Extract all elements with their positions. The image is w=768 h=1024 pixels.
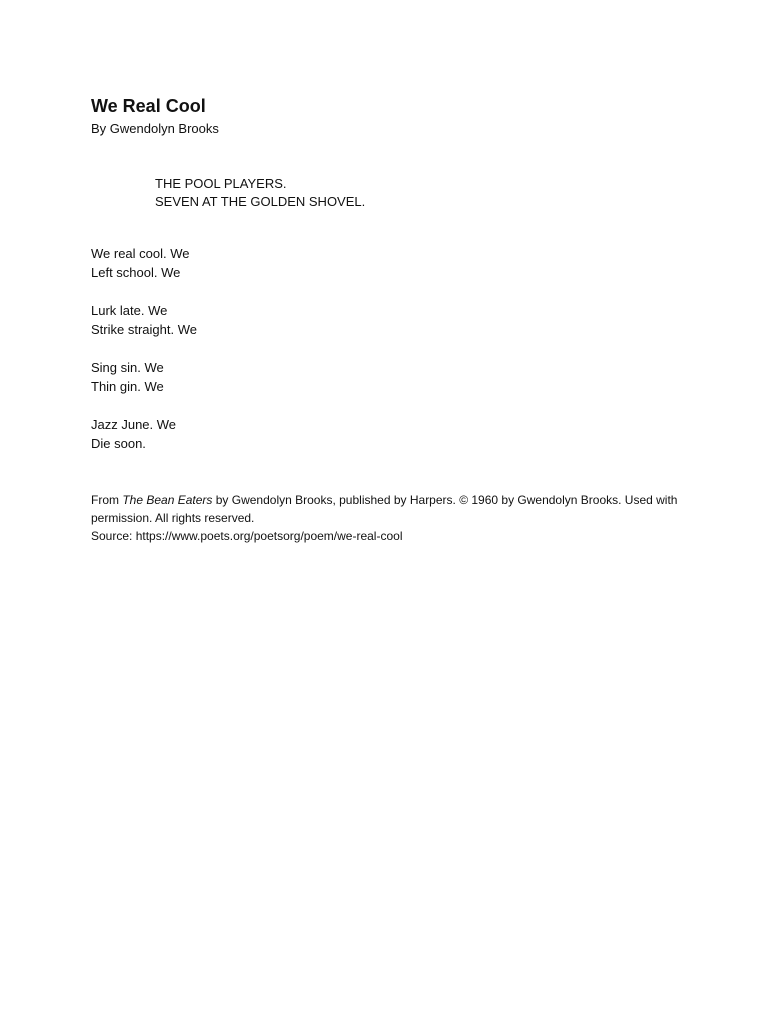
- document-page: [91, 94, 691, 545]
- poem-line: Thin gin. We: [91, 379, 164, 394]
- stanza: [91, 358, 691, 396]
- poem-epigraph: [155, 175, 691, 211]
- credit-prefix: From: [91, 493, 123, 507]
- credit-note: [91, 491, 691, 545]
- credit-source: Source: https://www.poets.org/poetsorg/poem/we-real-cool: [91, 529, 403, 543]
- poem-title: We Real Cool: [91, 96, 206, 116]
- stanza: [91, 244, 691, 282]
- poem-line: Strike straight. We: [91, 322, 197, 337]
- poem-byline: By Gwendolyn Brooks: [91, 121, 219, 136]
- poem-line: We real cool. We: [91, 246, 190, 261]
- epigraph-line: THE POOL PLAYERS.: [155, 176, 287, 191]
- credit-text: by Gwendolyn Brooks, published by Harpers. © 1960 by Gwendolyn Brooks. Used with permission. All rights reserved.: [91, 493, 678, 525]
- epigraph-line: SEVEN AT THE GOLDEN SHOVEL.: [155, 194, 366, 209]
- stanza: [91, 415, 691, 453]
- poem-line: Sing sin. We: [91, 360, 164, 375]
- credit-book-title: The Bean Eaters: [122, 493, 213, 507]
- poem-line: Die soon.: [91, 436, 146, 451]
- poem-body: [91, 244, 691, 453]
- stanza: [91, 301, 691, 339]
- poem-line: Jazz June. We: [91, 417, 177, 432]
- poem-line: Lurk late. We: [91, 303, 168, 318]
- poem-line: Left school. We: [91, 265, 181, 280]
